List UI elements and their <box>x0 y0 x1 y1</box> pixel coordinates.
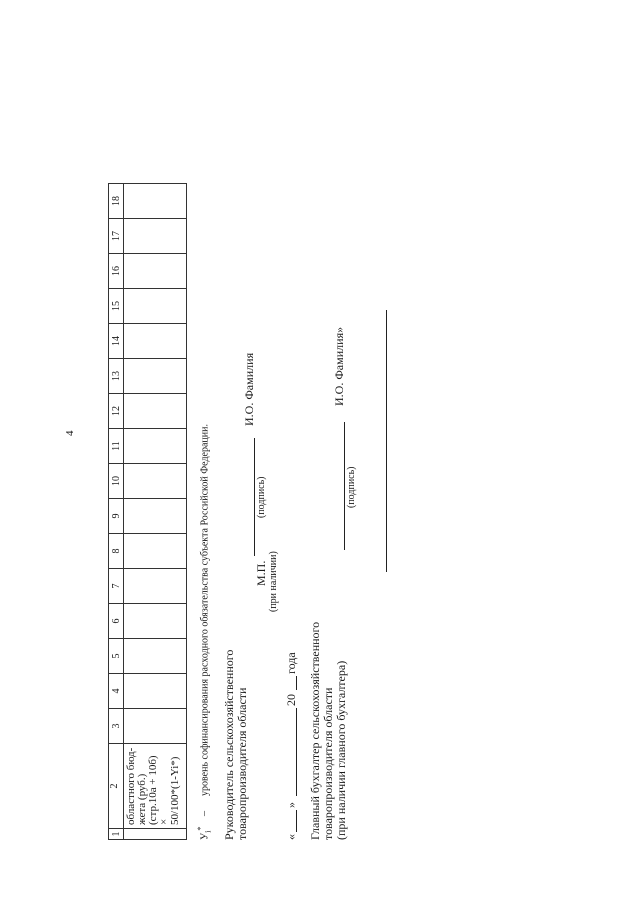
header-cell-18: 18 <box>109 184 124 219</box>
date-close-quote: » <box>284 802 298 808</box>
table-cell <box>124 429 187 464</box>
table-cell-formula <box>124 744 187 829</box>
header-cell-9: 9 <box>109 499 124 534</box>
table-cell <box>124 219 187 254</box>
stamp-note: (при наличии) <box>268 551 279 612</box>
formula-line: областного бюд- <box>125 747 137 825</box>
head-name: И.О. Фамилия <box>242 352 256 426</box>
table-cell <box>124 324 187 359</box>
date-year-suffix: года <box>284 652 298 674</box>
header-cell-10: 10 <box>109 464 124 499</box>
page-number: 4 <box>64 430 76 436</box>
table-cell <box>124 254 187 289</box>
header-cell-4: 4 <box>109 674 124 709</box>
stamp-label: М.П. <box>254 560 268 586</box>
head-title-line1: Руководитель сельскохозяйственного <box>222 649 236 840</box>
accountant-title-line1: Главный бухгалтер сельскохозяйственного <box>308 621 322 840</box>
header-cell-16: 16 <box>109 254 124 289</box>
formula-line: 50/100*(1-Yi*) <box>169 756 181 825</box>
closing-rule <box>386 310 387 572</box>
table-header-row <box>109 184 124 840</box>
header-cell-7: 7 <box>109 569 124 604</box>
date-month-line <box>296 708 297 796</box>
table-cell <box>124 604 187 639</box>
formula-line: (стр.10а + 10б) × <box>147 755 170 825</box>
header-cell-1: 1 <box>109 829 124 840</box>
footnote-text: уровень софинансирования расходного обязательства субъекта Российской Федерации. <box>199 424 211 796</box>
header-cell-14: 14 <box>109 324 124 359</box>
accountant-title-line2: товаропроизводителя области <box>321 687 335 840</box>
table-cell <box>124 639 187 674</box>
data-table <box>108 183 187 840</box>
header-cell-11: 11 <box>109 429 124 464</box>
table-cell <box>124 394 187 429</box>
header-cell-13: 13 <box>109 359 124 394</box>
table-cell <box>124 359 187 394</box>
date-day-line <box>296 810 297 832</box>
table-cell <box>124 569 187 604</box>
table-cell <box>124 534 187 569</box>
table-cell <box>124 464 187 499</box>
table-cell <box>124 184 187 219</box>
header-cell-5: 5 <box>109 639 124 674</box>
table-row <box>124 184 187 840</box>
table-cell <box>124 289 187 324</box>
header-cell-8: 8 <box>109 534 124 569</box>
footnote <box>196 424 212 840</box>
accountant-signature-line <box>344 422 345 550</box>
table-cell <box>124 709 187 744</box>
head-title-line2: товаропроизводителя области <box>235 687 249 840</box>
head-signature-caption: (подпись) <box>256 476 267 518</box>
accountant-title-line3: (при наличии главного бухгалтера) <box>334 660 348 840</box>
header-cell-17: 17 <box>109 219 124 254</box>
date-year-line <box>296 676 297 690</box>
footnote-dash: – <box>199 811 211 816</box>
date-year-prefix: 20 <box>284 694 298 706</box>
rotated-content <box>108 40 408 840</box>
header-cell-3: 3 <box>109 709 124 744</box>
table-cell <box>124 829 187 840</box>
accountant-signature-caption: (подпись) <box>346 466 357 508</box>
footnote-mark: $У_i^*$ <box>196 826 213 840</box>
head-signature-line <box>254 438 255 556</box>
accountant-name: И.О. Фамилия» <box>332 326 346 406</box>
header-cell-2: 2 <box>109 744 124 829</box>
table-cell <box>124 674 187 709</box>
header-cell-12: 12 <box>109 394 124 429</box>
formula-line: жета (руб.) <box>136 773 148 825</box>
header-cell-15: 15 <box>109 289 124 324</box>
header-cell-6: 6 <box>109 604 124 639</box>
date-open-quote: « <box>284 834 298 840</box>
table-cell <box>124 499 187 534</box>
